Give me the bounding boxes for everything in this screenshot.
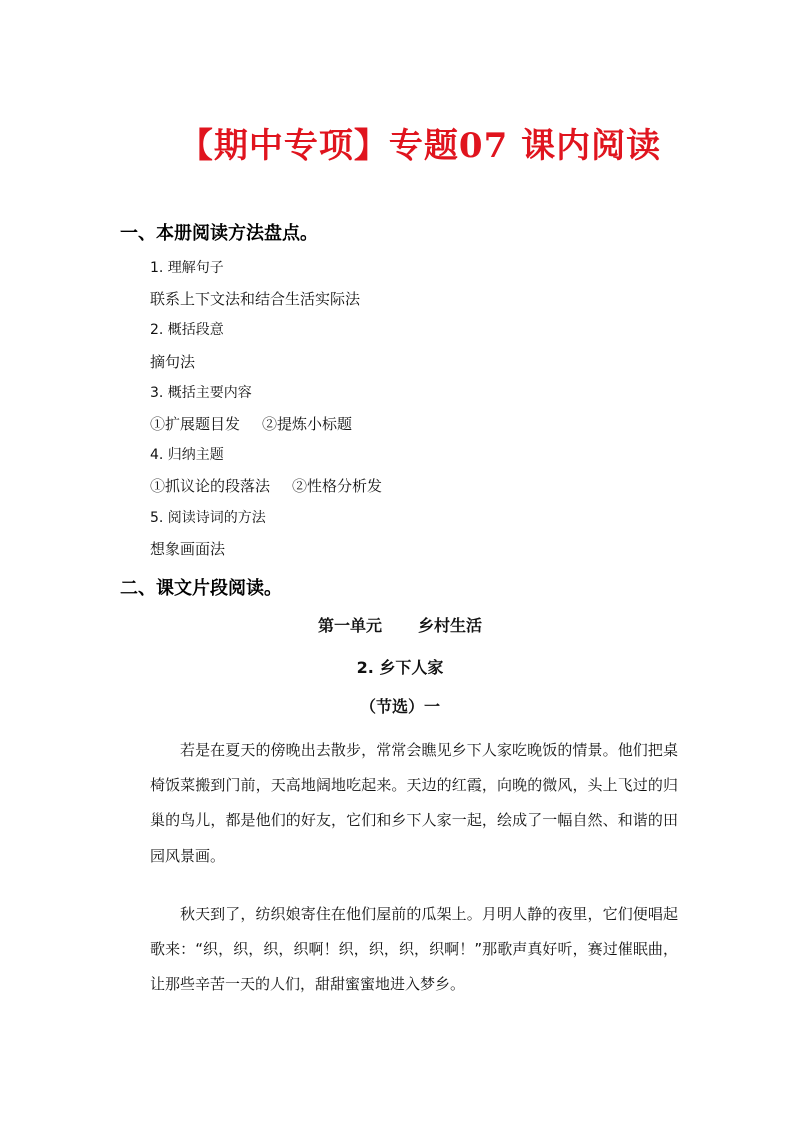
unit-title — [0, 613, 794, 636]
paragraph-1: 若是在夏天的傍晚出去散步，常常会瞧见乡下人家吃晚饭的情景。他们把桌椅饭菜搬到门前，天高地阔地吃起来。天边的红霞，向晚的微风，头上飞过的归巢的鸟儿，都是他们的好友，它们和乡下人家一起，绘成了一幅自然、和谐的田园风景画。 — [150, 741, 678, 865]
section-heading-reading: 二、课文片段阅读。 — [120, 578, 282, 599]
excerpt-label: （节选）一 — [359, 697, 440, 716]
methods-list — [150, 253, 382, 565]
unit-name: 第一单元 — [317, 616, 382, 635]
unit-theme: 乡村生活 — [418, 616, 483, 635]
method-label-5: 5. 阅读诗词的方法 — [150, 509, 266, 526]
document-title: 【期中专项】专题07 课内阅读 — [178, 126, 662, 166]
method-label-3: 3. 概括主要内容 — [150, 384, 252, 401]
method-detail-4b: ②性格分析发 — [292, 477, 383, 496]
lesson-title: 2. 乡下人家 — [356, 658, 444, 677]
method-label-2: 2. 概括段意 — [150, 322, 224, 339]
method-detail-4 — [150, 471, 382, 502]
method-detail-1: 联系上下文法和结合生活实际法 — [150, 290, 361, 309]
method-label-4: 4. 归纳主题 — [150, 447, 224, 464]
method-detail-2: 摘句法 — [150, 352, 196, 371]
method-detail-5: 想象画面法 — [150, 539, 226, 558]
method-detail-3b: ②提炼小标题 — [262, 414, 353, 433]
method-detail-3a: ①扩展题目发 — [150, 414, 241, 433]
method-label-1: 1. 理解句子 — [150, 260, 224, 276]
paragraph-2: 秋天到了，纺织娘寄住在他们屋前的瓜架上。月明人静的夜里，它们便唱起歌来：“织，织，织，织啊！织，织，织，织啊！”那歌声真好听，赛过催眠曲，让那些辛苦一天的人们，甜甜蜜蜜地进入梦乡。 — [150, 905, 678, 994]
section-heading-methods: 一、本册阅读方法盘点。 — [120, 223, 318, 244]
method-detail-4a: ①抓议论的段落法 — [150, 477, 271, 496]
method-detail-3 — [150, 409, 382, 440]
